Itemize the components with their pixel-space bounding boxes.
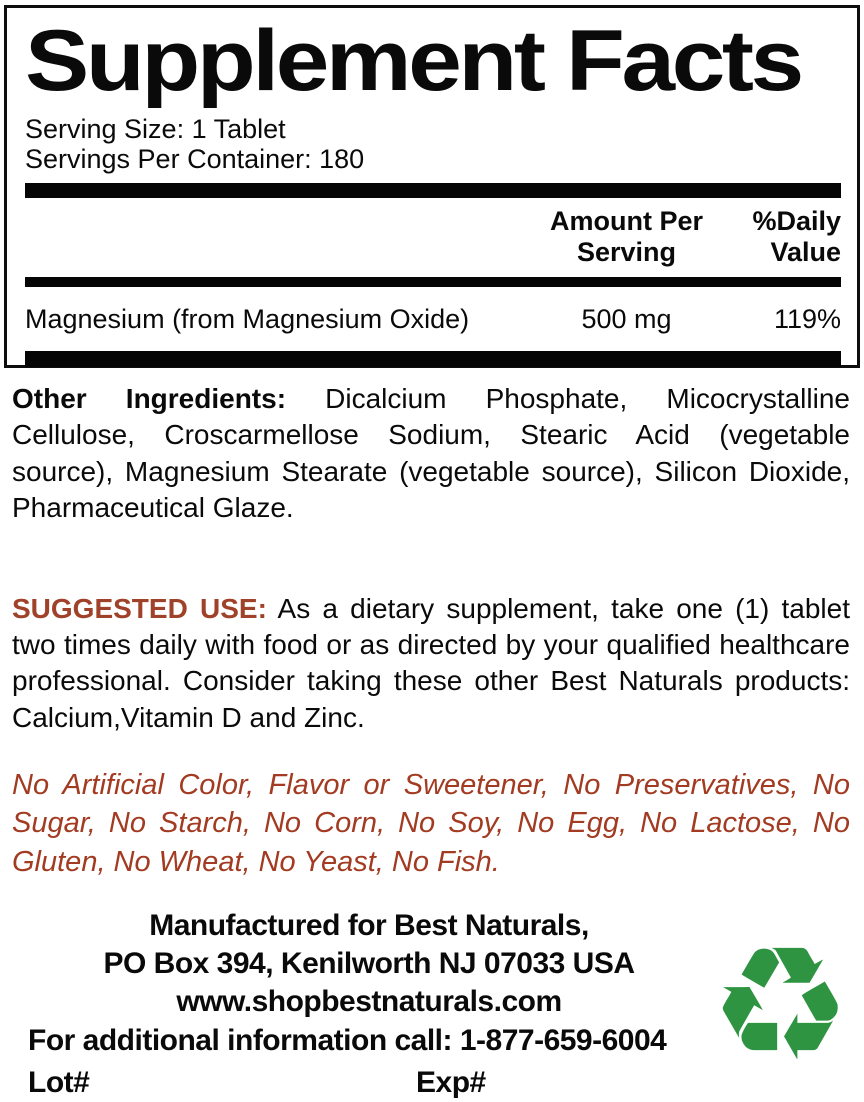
nutrient-daily-value: 119% — [773, 303, 841, 334]
other-ingredients-text: Dicalcium Phosphate, Micocrystalline Cellulose, Croscarmellose Sodium, Stearic Acid (vegetable source), Magnesium Stearate (vegetable source), Silicon Dioxide, Pharmaceutical Glaze. — [12, 383, 850, 524]
table-bottom-rule — [25, 351, 841, 367]
table-separator-thick — [25, 183, 841, 198]
lot-label: Lot# — [28, 1066, 90, 1100]
suggested-use-text: As a dietary supplement, take one (1) tablet two times daily with food or as directed by your qualified healthcare professional. Consider taking these other Best Naturals products: Calcium,Vitamin D and Zinc. — [12, 592, 850, 733]
panel-title: Supplement Facts — [25, 13, 801, 109]
website-link: www.shopbestnaturals.com — [176, 984, 562, 1018]
suggested-use-label: SUGGESTED USE: — [12, 592, 267, 624]
nutrient-amount: 500 mg — [581, 303, 672, 334]
lot-exp-row — [28, 1064, 710, 1102]
recycle-icon: ♻ — [709, 912, 851, 1097]
other-ingredients-label: Other Ingredients: — [12, 383, 287, 414]
column-header-amount: Amount Per Serving — [549, 206, 703, 267]
serving-size: Serving Size: 1 Tablet — [25, 114, 286, 144]
address-line: PO Box 394, Kenilworth NJ 07033 USA — [103, 946, 635, 980]
phone-line: For additional information call: 1-877-659-6004 — [28, 1024, 667, 1058]
table-header-row — [25, 198, 841, 276]
exp-label: Exp# — [416, 1066, 486, 1100]
table-separator-thin — [25, 277, 841, 287]
nutrient-name: Magnesium (from Magnesium Oxide) — [25, 303, 470, 334]
suggested-use-paragraph — [12, 591, 850, 737]
servings-per-container: Servings Per Container: 180 — [25, 144, 365, 175]
column-header-daily-value: %Daily Value — [752, 206, 841, 267]
footer — [0, 907, 864, 1102]
table-row — [25, 287, 841, 351]
other-ingredients-paragraph — [12, 381, 850, 527]
free-of-note: No Artificial Color, Flavor or Sweetener, No Preservatives, No Sugar, No Starch, No Corn, No Soy, No Egg, No Lactose, No Gluten, No Wheat, No Yeast, No Fish. — [12, 769, 850, 878]
manufactured-line: Manufactured for Best Naturals, — [149, 908, 589, 942]
supplement-facts-panel — [4, 5, 860, 368]
serving-info — [25, 114, 841, 174]
